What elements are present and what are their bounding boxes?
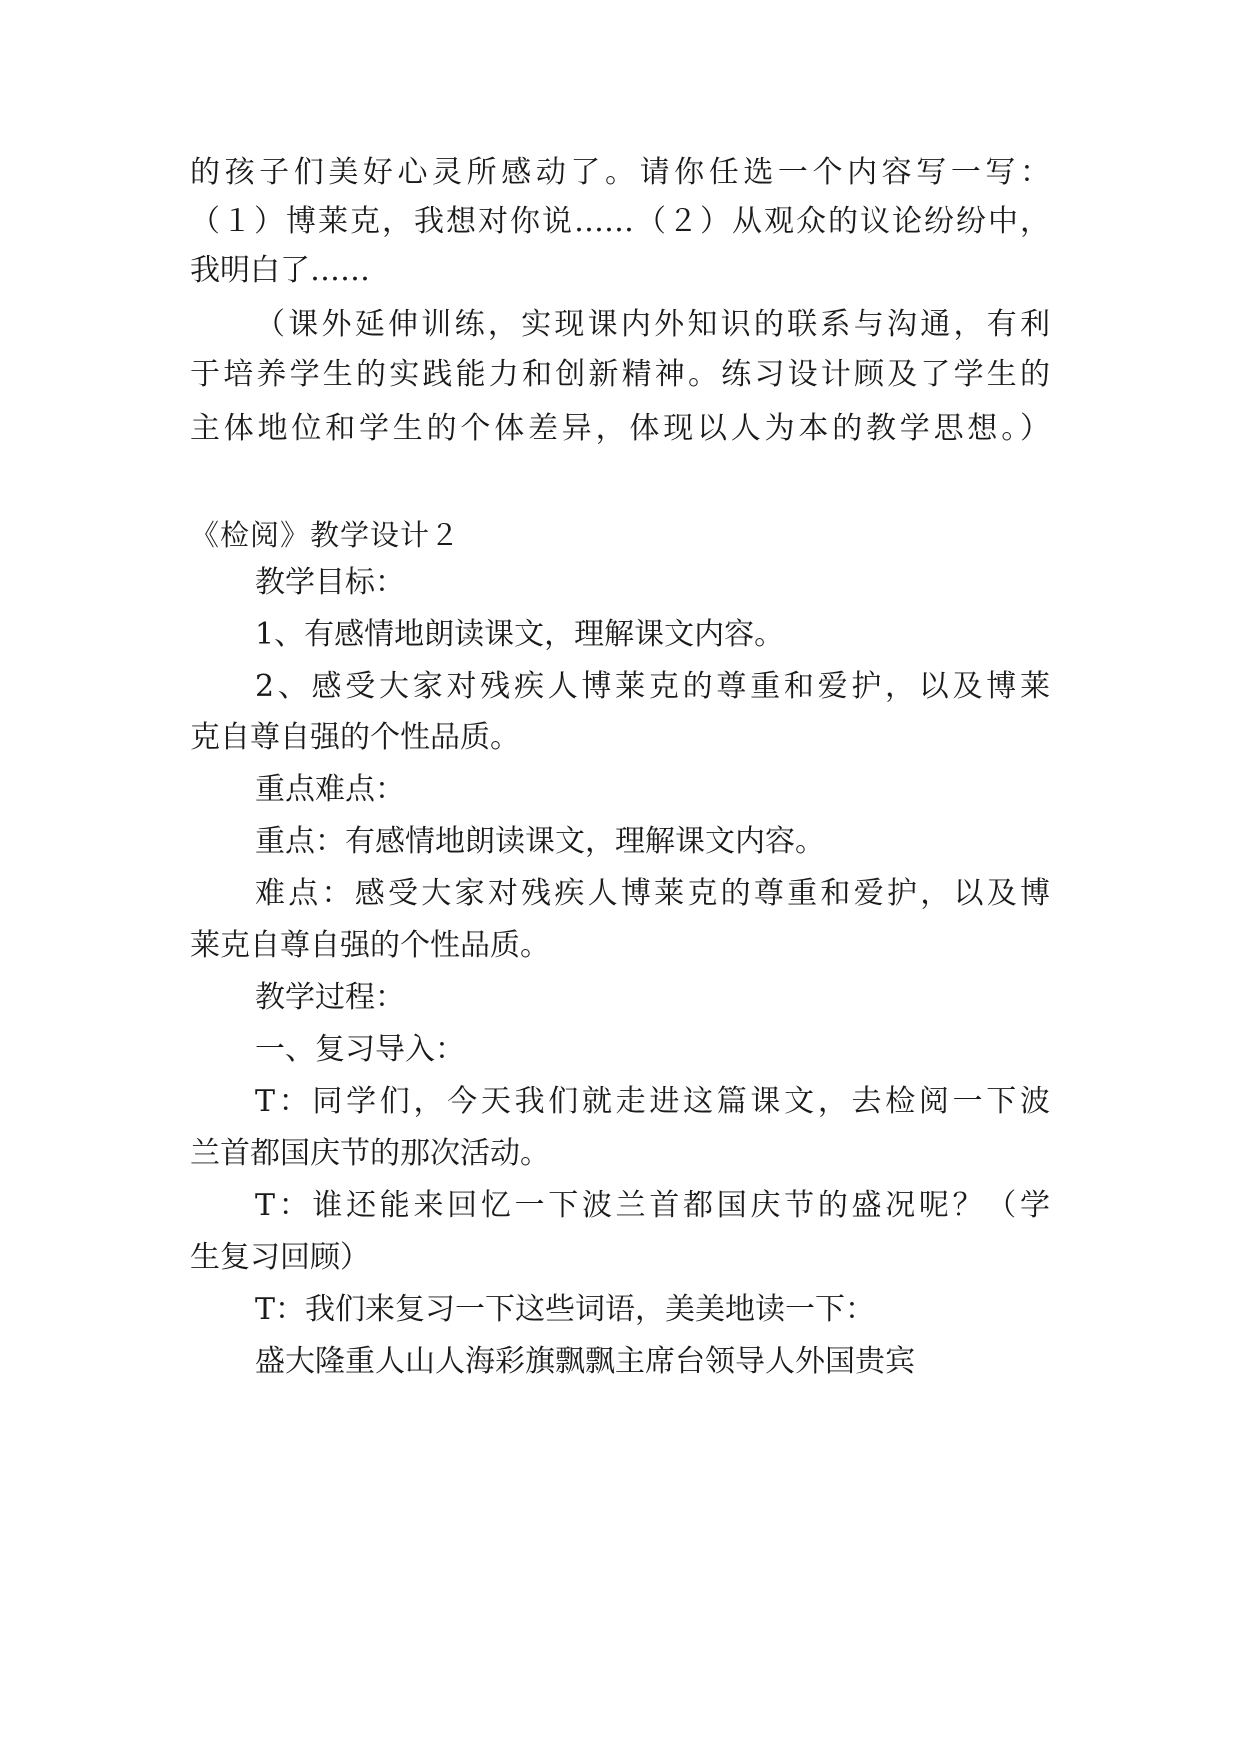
paragraph-line: 重点：有感情地朗读课文，理解课文内容。 (255, 824, 825, 859)
paragraph-line: 生复习回顾） (190, 1240, 370, 1275)
paragraph-line: 盛大隆重人山人海彩旗飘飘主席台领导人外国贵宾 (255, 1344, 915, 1379)
section-title: 《检阅》教学设计２ (190, 518, 461, 552)
paragraph-line: 主体地位和学生的个体差异，体现以人为本的教学思想。） (190, 411, 1050, 446)
paragraph-line: （课外延伸训练，实现课内外知识的联系与沟通，有利 (255, 307, 1050, 342)
heading-line: 一、复习导入： (255, 1032, 465, 1067)
paragraph-line: 2、感受大家对残疾人博莱克的尊重和爱护，以及博莱 (255, 669, 1050, 704)
heading-line: 教学过程： (255, 980, 405, 1015)
paragraph-line: 的孩子们美好心灵所感动了。请你任选一个内容写一写： (190, 155, 1050, 190)
paragraph-line: 1、有感情地朗读课文，理解课文内容。 (255, 617, 785, 652)
paragraph-line: 莱克自尊自强的个性品质。 (190, 928, 550, 963)
paragraph-line: 于培养学生的实践能力和创新精神。练习设计顾及了学生的 (190, 357, 1050, 392)
paragraph-line: T：我们来复习一下这些词语，美美地读一下： (255, 1292, 876, 1327)
paragraph-line: 我明白了…… (190, 253, 370, 288)
heading-line: 重点难点： (255, 772, 405, 807)
paragraph-line: T：同学们，今天我们就走进这篇课文，去检阅一下波 (255, 1084, 1050, 1119)
heading-line: 教学目标： (255, 565, 405, 600)
paragraph-line: （１）博莱克，我想对你说……（２）从观众的议论纷纷中， (190, 204, 1050, 239)
paragraph-line: 难点：感受大家对残疾人博莱克的尊重和爱护，以及博 (255, 876, 1050, 911)
paragraph-line: 兰首都国庆节的那次活动。 (190, 1136, 550, 1171)
paragraph-line: T：谁还能来回忆一下波兰首都国庆节的盛况呢？（学 (255, 1188, 1050, 1223)
paragraph-line: 克自尊自强的个性品质。 (190, 720, 520, 755)
